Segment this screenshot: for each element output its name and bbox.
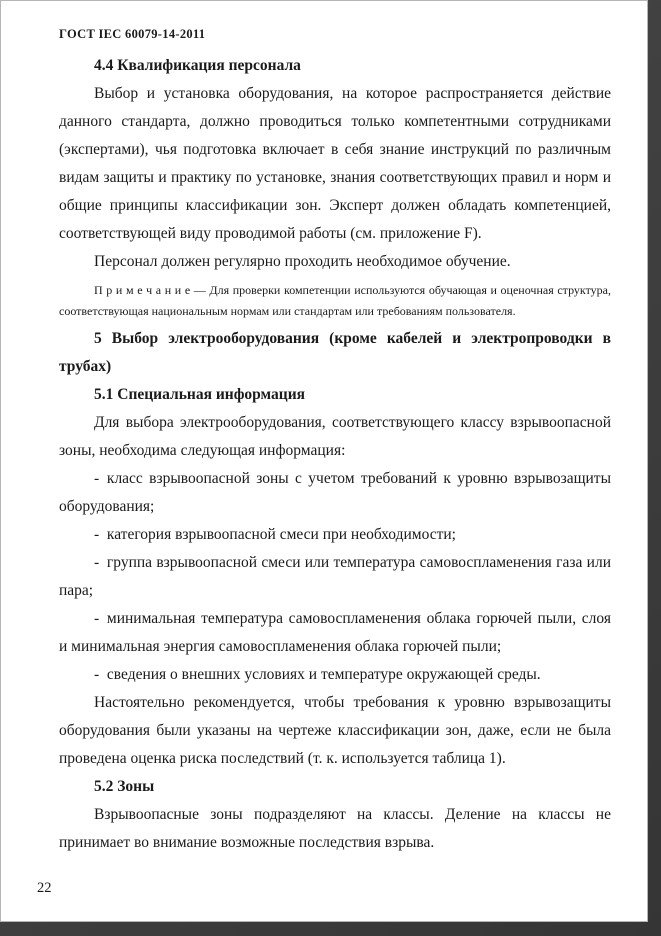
list-item: - класс взрывоопасной зоны с учетом требований к уровню взрывозащиты оборудования; [59,470,611,515]
section-heading-5-1: 5.1 Специальная информация [94,386,306,403]
document-header-standard-number: ГОСТ IEC 60079-14-2011 [59,27,206,41]
paragraph: Персонал должен регулярно проходить необходимое обучение. [94,253,511,270]
list-item: - категория взрывоопасной смеси при необходимости; [94,526,456,543]
paragraph: Выбор и установка оборудования, на которое распространяется действие данного стандарта, должно проводиться только компетентными сотрудниками (экспертами), чья подготовка включает в себя знание инструкций по различным видам защиты и практику по установке, знания соответствующих правил и норм и общие принципы классификации зон. Эксперт должен обладать компетенцией, соответствующей виду проводимой работы (см. приложение F). [59,85,611,242]
paragraph: Настоятельно рекомендуется, чтобы требования к уровню взрывозащиты оборудования были указаны на чертеже классификации зон, даже, если не была проведена оценка риска последствий (т. к. используется таблица 1). [59,694,611,767]
paragraph: Для выбора электрооборудования, соответствующего классу взрывоопасной зоны, необходима следующая информация: [59,414,611,459]
page-body [1,1,647,857]
section-heading-5: 5 Выбор электрооборудования (кроме кабелей и электропроводки в трубах) [59,330,611,375]
list-item: - группа взрывоопасной смеси или температура самовоспламенения газа или пара; [59,554,611,599]
list-item: - сведения о внешних условиях и температуре окружающей среды. [94,666,541,683]
document-content [59,52,611,857]
paragraph: Взрывоопасные зоны подразделяют на классы. Деление на классы не принимает во внимание возможные последствия взрыва. [59,806,611,851]
page-number: 22 [37,880,52,896]
section-heading-5-2: 5.2 Зоны [94,778,155,795]
section-heading-4-4: 4.4 Квалификация персонала [94,57,301,74]
list-item: - минимальная температура самовоспламенения облака горючей пыли, слоя и минимальная энергия самовоспламенения облака горючей пыли; [59,610,611,655]
note-paragraph: П р и м е ч а н и е — Для проверки компетенции используются обучающая и оценочная структура, соответствующая национальным нормам или стандартам или требованиям пользователя. [59,283,611,318]
